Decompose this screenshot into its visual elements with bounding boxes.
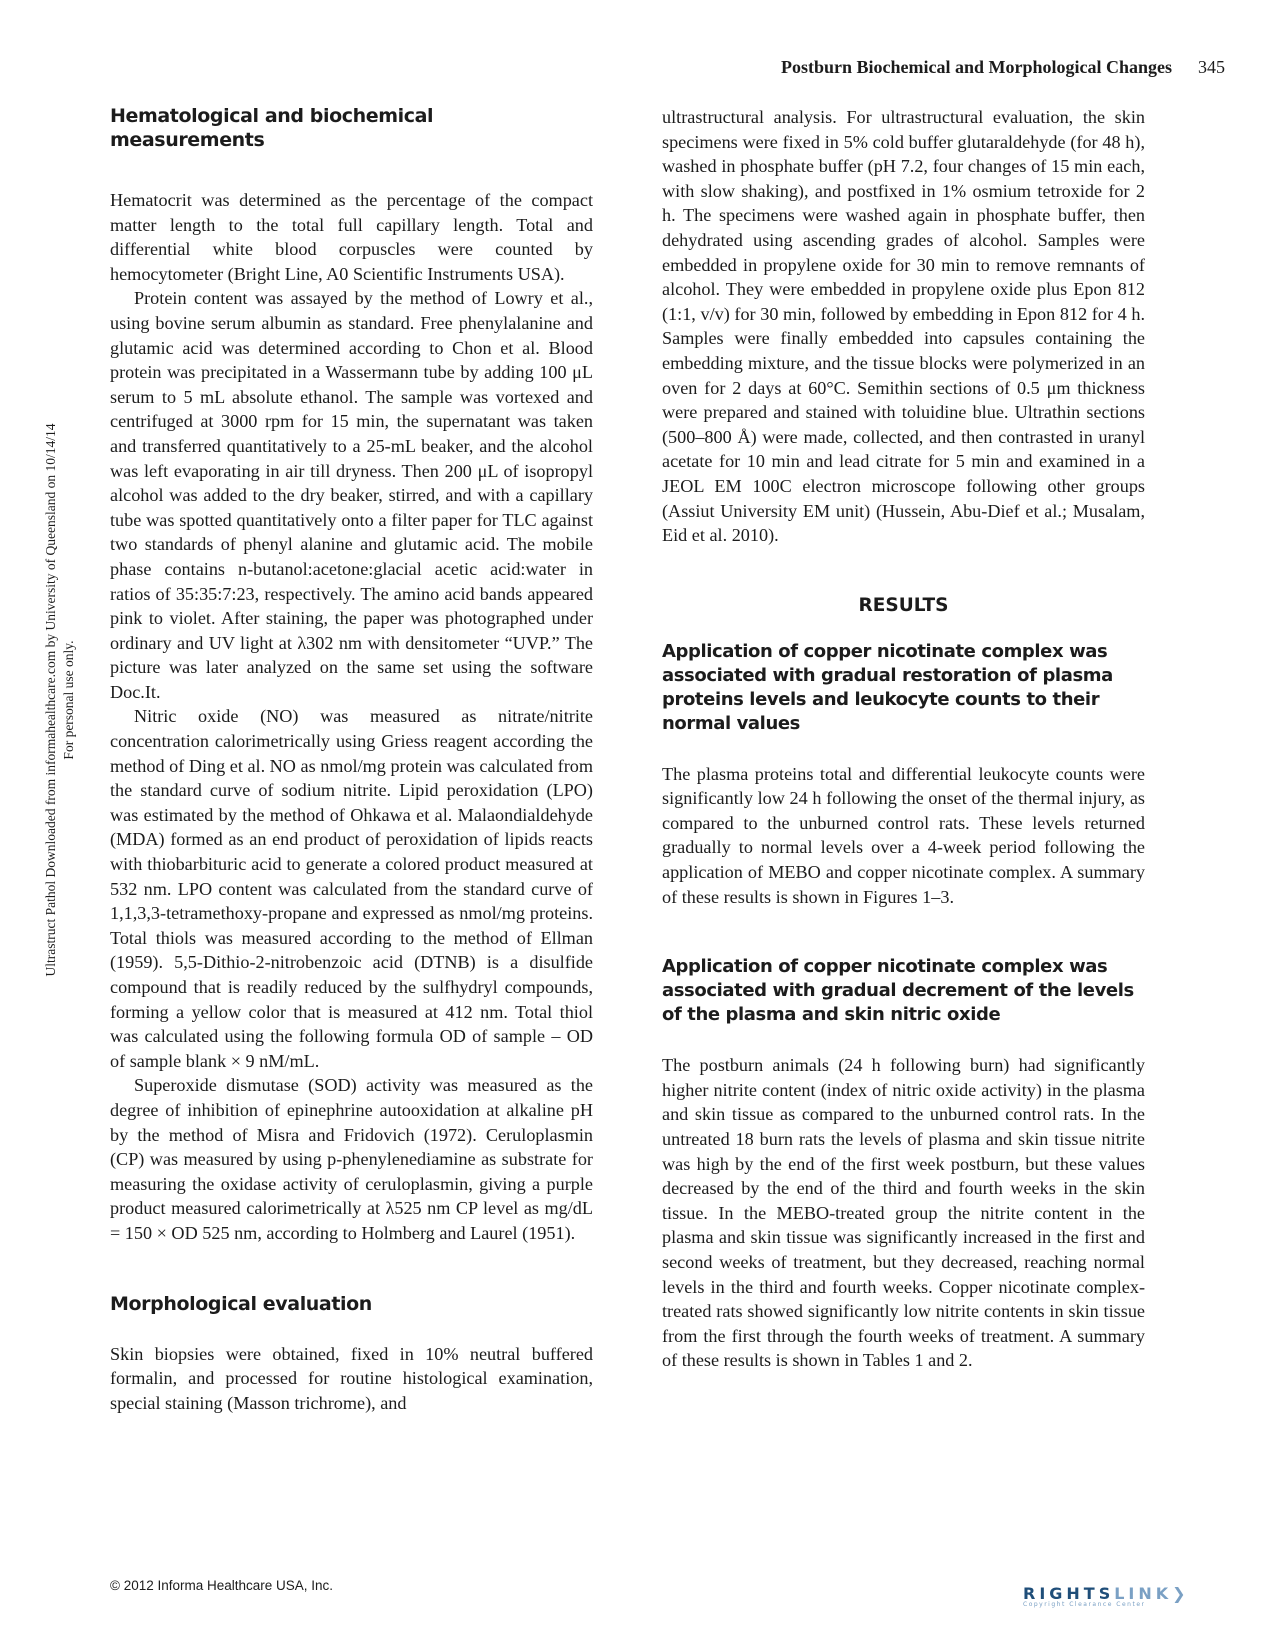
left-column	[110, 104, 593, 1415]
paragraph-nitrite-results: The postburn animals (24 h following burn) had significantly higher nitrite content (index of nitric oxide activity) in the plasma and skin tissue as compared to the unburned control rats. In the untreated 18 burn rats the levels of plasma and skin tissue nitrite was high by the end of the first week postburn, but these values decreased by the end of the third and fourth weeks in the skin tissue. In the MEBO-treated group the nitrite content in the plasma and skin tissue was significantly increased in the first and second weeks of treatment, but they decreased, reaching normal levels in the third and fourth weeks. Copper nicotinate complex-treated rats showed significantly low nitrite contents in skin tissue from the first through the fourth weeks of treatment. A summary of these results is shown in Tables 1 and 2.	[662, 1055, 1145, 1371]
rightslink-tagline: Copyright Clearance Center	[1023, 1601, 1146, 1608]
paragraph-nitric-oxide: Nitric oxide (NO) was measured as nitrate/nitrite concentration calorimetrically using Griess reagent according the method of Ding et al. NO as nmol/mg protein was calculated from the standard curve of sodium nitrite. Lipid peroxidation (LPO) was estimated by the method of Ohkawa et al. Malaondialdehyde (MDA) formed as an end product of peroxidation of lipids reacts with thiobarbituric acid to generate a colored product measured at 532 nm. LPO content was calculated from the standard curve of 1,1,3,3-tetramethoxy-propane and expressed as nmol/mg proteins. Total thiols was measured according to the method of Ellman (1959). 5,5-Dithio-2-nitrobenzoic acid (DTNB) is a disulfide compound that is readily reduced by the sulfhydryl compounds, forming a yellow color that is measured at 412 nm. Total thiol was calculated using the following formula OD of sample – OD of sample blank × 9 nM/mL.	[110, 706, 593, 1071]
download-notice-line1: Ultrastruct Pathol Downloaded from informahealthcare.com by University of Queensland on 10/14/14	[43, 423, 58, 977]
chevron-right-icon: ❯	[1172, 1584, 1186, 1603]
running-title: Postburn Biochemical and Morphological Changes	[780, 57, 1172, 77]
paragraph-protein: Protein content was assayed by the method of Lowry et al., using bovine serum albumin as standard. Free phenylalanine and glutamic acid was determined according to Chon et al. Blood protein was precipitated in a Wassermann tube by adding 100 μL serum to 5 mL absolute ethanol. The sample was vortexed and centrifuged at 3000 rpm for 15 min, the supernatant was taken and transferred quantitatively to a 25-mL beaker, and the alcohol was left evaporating in air till dryness. Then 200 μL of isopropyl alcohol was added to the dry beaker, stirred, and with a capillary tube was spotted quantitatively onto a filter paper for TLC against two standards of phenyl alanine and glutamic acid. The mobile phase contains n-butanol:acetone:glacial acetic acid:water in ratios of 35:35:7:23, respectively. The amino acid bands appeared pink to violet. After staining, the paper was photographed under ordinary and UV light at λ302 nm with densitometer “UVP.” The picture was later analyzed on the same set using the software Doc.It.	[110, 288, 593, 702]
rightslink-logo[interactable]	[1023, 1584, 1186, 1608]
paragraph-hematocrit: Hematocrit was determined as the percentage of the compact matter length to the total full capillary length. Total and differential white blood corpuscles were counted by hemocytometer (Bright Line, A0 Scientific Instruments USA).	[110, 190, 593, 284]
subsection-heading-plasma-proteins: Application of copper nicotinate complex was associated with gradual restoration of plasma proteins levels and leukocyte counts to their normal values	[662, 640, 1113, 734]
results-heading: RESULTS	[858, 594, 949, 616]
paragraph-plasma-proteins: The plasma proteins total and differential leukocyte counts were significantly low 24 h following the onset of the thermal injury, as compared to the unburned control rats. These levels returned gradually to normal levels over a 4-week period following the application of MEBO and copper nicotinate complex. A summary of these results is shown in Figures 1–3.	[662, 763, 1145, 907]
copyright-footer: © 2012 Informa Healthcare USA, Inc.	[110, 1578, 334, 1593]
paragraph-sod: Superoxide dismutase (SOD) activity was measured as the degree of inhibition of epinephrine autooxidation at alkaline pH by the method of Misra and Fridovich (1972). Ceruloplasmin (CP) was measured by using p-phenylenediamine as substrate for measuring the oxidase activity of ceruloplasmin, giving a purple product measured calorimetrically at λ525 nm CP level as mg/dL = 150 × OD 525 nm, according to Holmberg and Laurel (1951).	[110, 1075, 593, 1243]
right-column	[662, 105, 1145, 1373]
download-notice-line2: For personal use only.	[61, 640, 76, 760]
section-heading-morphological: Morphological evaluation	[110, 1292, 372, 1315]
section-heading-hematological: Hematological and biochemical measurements	[110, 105, 434, 151]
running-header	[0, 56, 1225, 78]
page-number: 345	[1198, 57, 1225, 77]
download-notice	[42, 150, 78, 1250]
paragraph-ultrastructural: ultrastructural analysis. For ultrastructural evaluation, the skin specimens were fixed in 5% cold buffer glutaraldehyde (for 48 h), washed in phosphate buffer (pH 7.2, four changes of 15 min each, with slow shaking), and postfixed in 1% osmium tetroxide for 2 h. The specimens were washed again in phosphate buffer, then dehydrated using ascending grades of alcohol. Samples were embedded in propylene oxide for 30 min to remove remnants of alcohol. They were embedded in propylene oxide plus Epon 812 (1:1, v/v) for 30 min, followed by embedding in Epon 812 for 4 h. Samples were finally embedded into capsules containing the embedding mixture, and the tissue blocks were polymerized in an oven for 2 days at 60°C. Semithin sections of 0.5 μm thickness were prepared and stained with toluidine blue. Ultrathin sections (500–800 Å) were made, collected, and then contrasted in uranyl acetate for 10 min and lead citrate for 5 min and examined in a JEOL EM 100C electron microscope following other groups (Assiut University EM unit) (Hussein, Abu-Dief et al.; Musalam, Eid et al. 2010).	[662, 107, 1145, 546]
subsection-heading-nitric-oxide: Application of copper nicotinate complex was associated with gradual decrement of the levels of the plasma and skin nitric oxide	[662, 956, 1134, 1026]
rightslink-link: LINK	[1114, 1584, 1173, 1603]
paragraph-skin-biopsies: Skin biopsies were obtained, fixed in 10% neutral buffered formalin, and processed for routine histological examination, special staining (Masson trichrome), and	[110, 1343, 593, 1413]
rightslink-rights: RIGHTS	[1023, 1584, 1115, 1603]
